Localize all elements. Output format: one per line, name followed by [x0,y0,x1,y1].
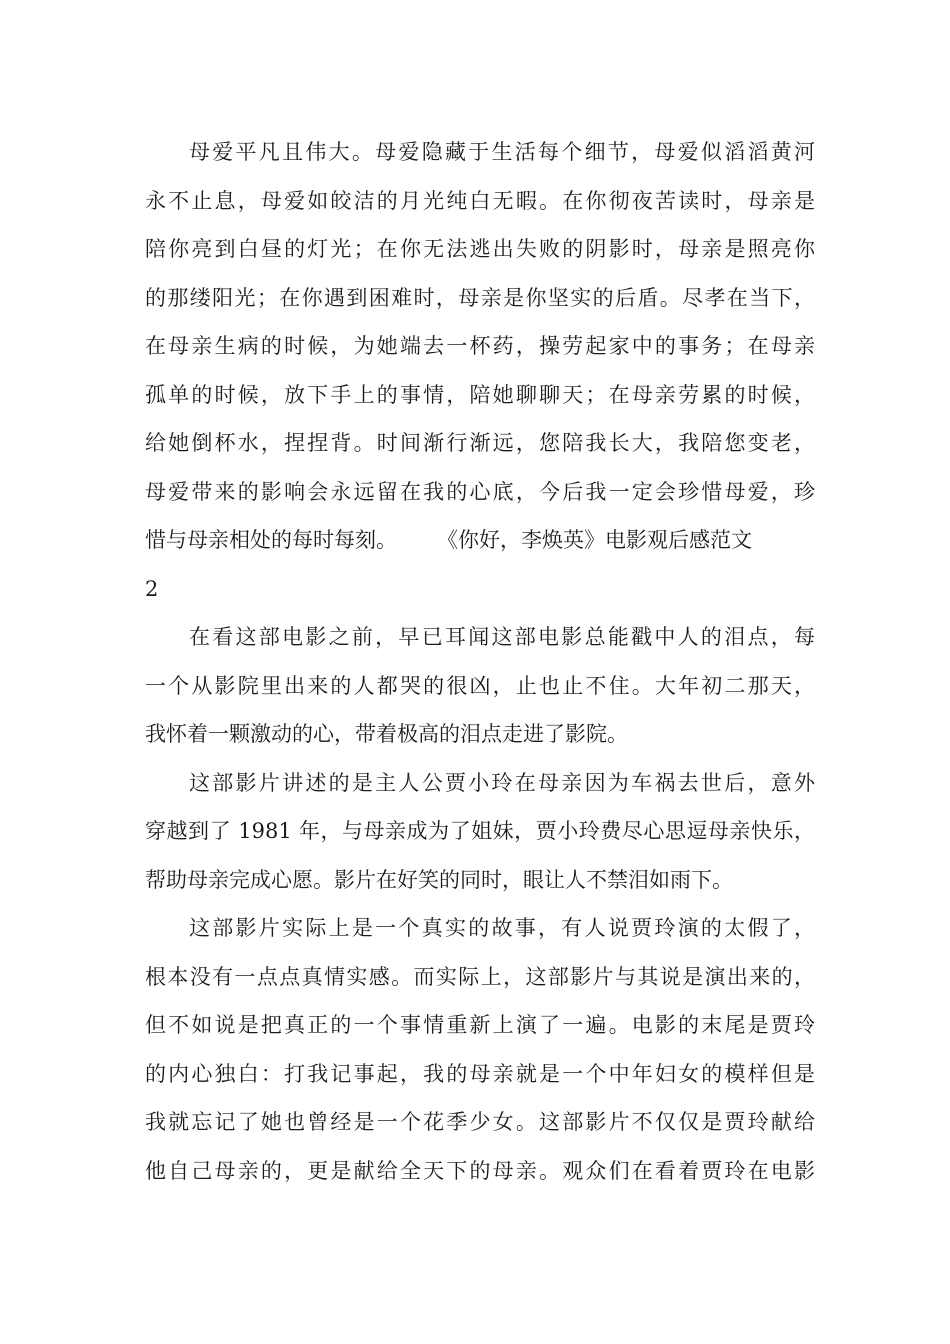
text-line: 的那缕阳光；在你遇到困难时，母亲是你坚实的后盾。尽孝在当下， [145,285,815,310]
section-heading-number: 2 [145,576,159,601]
text-line: 的内心独白：打我记事起，我的母亲就是一个中年妇女的模样但是 [145,1061,815,1086]
text-line: 在看这部电影之前，早已耳闻这部电影总能戳中人的泪点，每 [189,625,815,649]
text-line: 这部影片讲述的是主人公贾小玲在母亲因为车祸去世后，意外 [189,770,815,795]
text-line: 但不如说是把真正的一个事情重新上演了一遍。电影的末尾是贾玲 [145,1013,815,1037]
paragraph-end: 惜与母亲相处的每时每刻。 [145,528,397,552]
text-line: 根本没有一点点真情实感。而实际上，这部影片与其说是演出来的， [145,964,815,989]
section-heading: 《你好，李焕英》电影观后感范文 [437,528,752,552]
text-line: 我就忘记了她也曾经是一个花季少女。这部影片不仅仅是贾玲献给 [145,1110,815,1134]
text-line: 这部影片实际上是一个真实的故事，有人说贾玲演的太假了， [189,916,815,940]
text-line: 给她倒杯水，捏捏背。时间渐行渐远，您陪我长大，我陪您变老， [145,431,815,455]
text-line: 他自己母亲的，更是献给全天下的母亲。观众们在看着贾玲在电影 [145,1158,815,1183]
text-line: 在母亲生病的时候，为她端去一杯药，操劳起家中的事务；在母亲 [145,334,815,358]
text-line: 孤单的时候，放下手上的事情，陪她聊聊天；在母亲劳累的时候， [145,382,815,407]
text-line: 一个从影院里出来的人都哭的很凶，止也止不住。大年初二那天， [145,673,815,698]
text-line: 我怀着一颗激动的心，带着极高的泪点走进了影院。 [145,722,628,746]
text-line: 陪你亮到白昼的灯光；在你无法逃出失败的阴影时，母亲是照亮你 [145,237,815,261]
text-line: 母爱带来的影响会永远留在我的心底，今后我一定会珍惜母爱，珍 [145,479,815,504]
text-line: 帮助母亲完成心愿。影片在好笑的同时，眼让人不禁泪如雨下。 [145,867,733,892]
body-text [145,128,815,1195]
text-line-with-heading [145,516,815,565]
text-line: 穿越到了 1981 年，与母亲成为了姐妹，贾小玲费尽心思逗母亲快乐， [145,819,815,843]
text-line: 母爱平凡且伟大。母爱隐藏于生活每个细节，母爱似滔滔黄河 [189,140,815,164]
text-line: 永不止息，母爱如皎洁的月光纯白无暇。在你彻夜苦读时，母亲是 [145,188,815,213]
